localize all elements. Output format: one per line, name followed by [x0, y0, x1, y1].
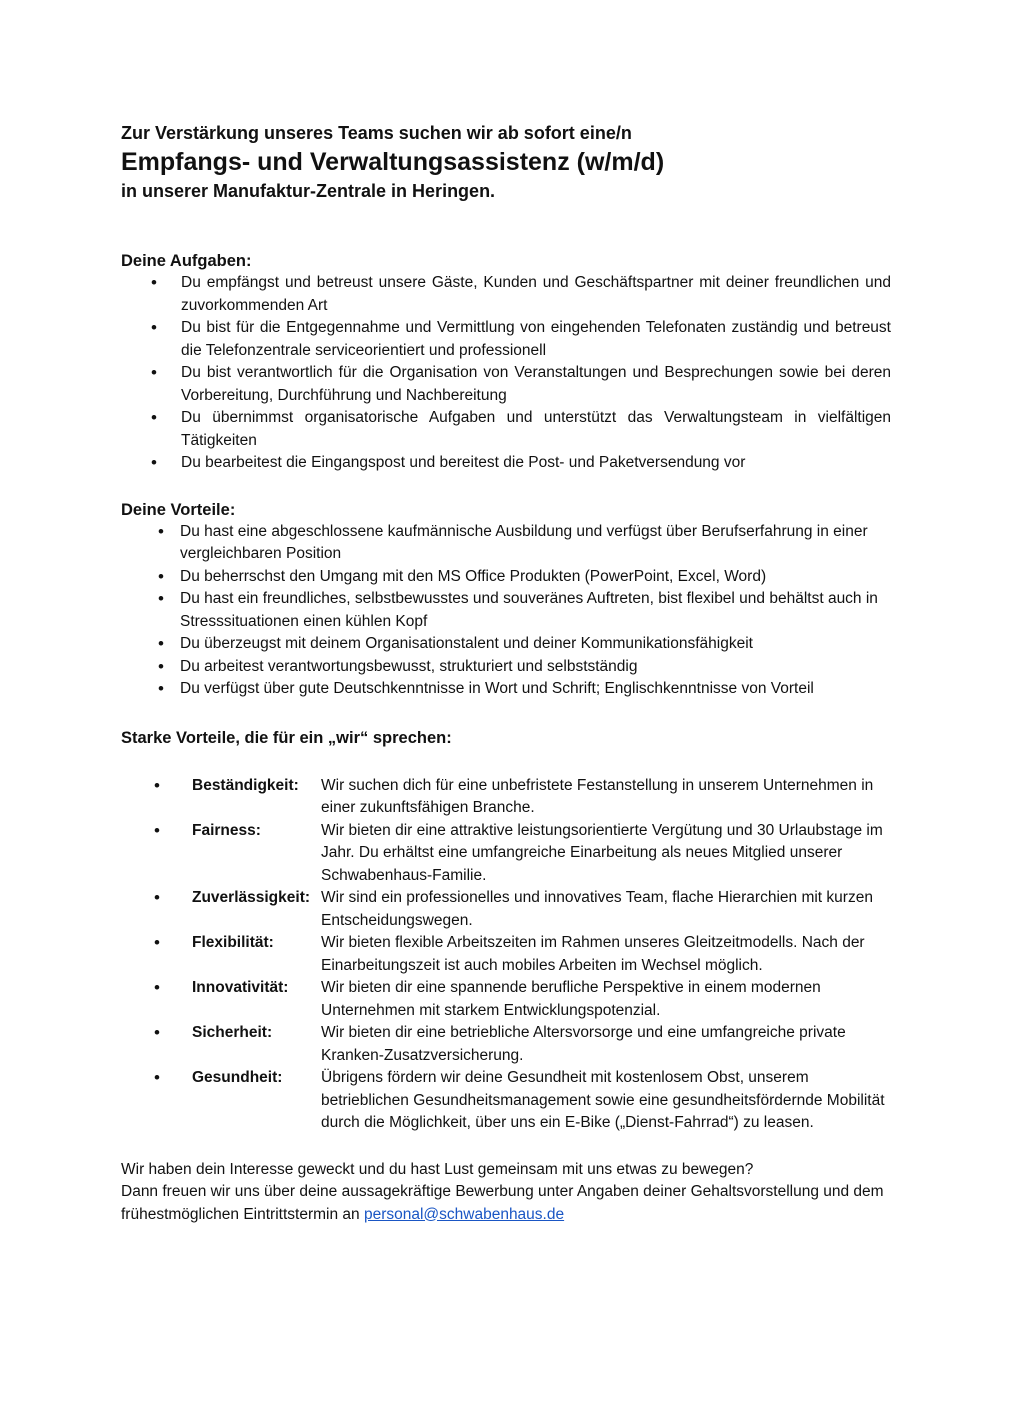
list-item: • Du bist für die Entgegennahme und Vermittlung von eingehenden Telefonaten zuständig und betreust die Telefonzentrale serviceorientiert und professionell	[121, 317, 891, 362]
closing-text: Dann freuen wir uns über deine aussagekräftige Bewerbung unter Angaben deiner Gehaltsvorstellung und dem frühestmöglichen Eintrittstermin an	[121, 1183, 884, 1223]
list-item: • Du hast eine abgeschlossene kaufmännische Ausbildung und verfügst über Berufserfahrung in einer vergleichbaren Position	[121, 521, 891, 566]
section-heading-vorteile: Deine Vorteile:	[121, 500, 236, 519]
intro-line: Zur Verstärkung unseres Teams suchen wir ab sofort eine/n	[121, 123, 632, 143]
list-item: • Du bearbeitest die Eingangspost und bereitest die Post- und Paketversendung vor	[121, 452, 891, 475]
closing-paragraph	[121, 1159, 891, 1227]
benefit-term: • Flexibilität:	[192, 934, 274, 951]
starke-vorteile-list	[121, 775, 891, 1135]
benefit-text: Wir bieten flexible Arbeitszeiten im Rahmen unseres Gleitzeitmodells. Nach der Einarbeitungszeit ist auch mobiles Arbeiten im Wechsel möglich.	[321, 934, 865, 974]
benefit-term: • Innovativität:	[192, 979, 289, 996]
aufgaben-list	[121, 272, 891, 475]
benefit-item	[121, 820, 891, 888]
list-item: • Du bist verantwortlich für die Organisation von Veranstaltungen und Besprechungen sowie bei deren Vorbereitung, Durchführung und Nachbereitung	[121, 362, 891, 407]
list-item: • Du empfängst und betreust unsere Gäste, Kunden und Geschäftspartner mit deiner freundlichen und zuvorkommenden Art	[121, 272, 891, 317]
closing-call-to-action	[121, 1181, 891, 1226]
benefit-term: • Zuverlässigkeit:	[192, 889, 311, 906]
list-item: • Du verfügst über gute Deutschkenntnisse in Wort und Schrift; Englischkenntnisse von Vorteil	[121, 678, 891, 701]
job-posting	[121, 120, 891, 1226]
benefit-text: Wir sind ein professionelles und innovatives Team, flache Hierarchien mit kurzen Entscheidungswegen.	[321, 889, 873, 929]
list-item: • Du arbeitest verantwortungsbewusst, strukturiert und selbstständig	[121, 656, 891, 679]
benefit-text: Wir bieten dir eine spannende berufliche Perspektive in einem modernen Unternehmen mit starkem Entwicklungspotenzial.	[321, 979, 821, 1019]
list-item: • Du überzeugst mit deinem Organisationstalent und deiner Kommunikationsfähigkeit	[121, 633, 891, 656]
closing-question: Wir haben dein Interesse geweckt und du hast Lust gemeinsam mit uns etwas zu bewegen?	[121, 1160, 754, 1178]
list-item: • Du hast ein freundliches, selbstbewusstes und souveränes Auftreten, bist flexibel und behältst auch in Stresssituationen einen kühlen Kopf	[121, 588, 891, 633]
list-item: • Du beherrschst den Umgang mit den MS Office Produkten (PowerPoint, Excel, Word)	[121, 566, 891, 589]
benefit-item	[121, 977, 891, 1022]
benefit-term: • Sicherheit:	[192, 1024, 273, 1041]
vorteile-list	[121, 521, 891, 701]
benefit-item	[121, 1022, 891, 1067]
email-link[interactable]: personal@schwabenhaus.de	[363, 1205, 565, 1223]
benefit-text: Übrigens fördern wir deine Gesundheit mit kostenlosem Obst, unserem betrieblichen Gesundheitsmanagement sowie eine gesundheitsfördernde Mobilität durch die Möglichkeit, über uns ein E-Bike („Dienst-Fahrrad“) zu leasen.	[321, 1069, 885, 1131]
list-item: • Du übernimmst organisatorische Aufgaben und unterstützt das Verwaltungsteam in vielfältigen Tätigkeiten	[121, 407, 891, 452]
benefit-item	[121, 932, 891, 977]
location-line: in unserer Manufaktur-Zentrale in Heringen.	[121, 181, 496, 201]
benefit-item	[121, 887, 891, 932]
benefit-term: • Fairness:	[192, 821, 261, 839]
job-title: Empfangs- und Verwaltungsassistenz (w/m/d)	[121, 148, 665, 176]
section-heading-aufgaben: Deine Aufgaben:	[121, 252, 252, 270]
benefit-term: • Gesundheit:	[192, 1069, 283, 1086]
benefit-item	[121, 775, 891, 820]
benefit-text: Wir suchen dich für eine unbefristete Festanstellung in unserem Unternehmen in einer zukunftsfähigen Branche.	[321, 776, 874, 816]
benefit-text: Wir bieten dir eine attraktive leistungsorientierte Vergütung und 30 Urlaubstage im Jahr. Du erhältst eine umfangreiche Einarbeitung als neues Mitglied unserer Schwabenhaus-Familie.	[321, 821, 883, 884]
benefit-term: • Beständigkeit:	[192, 776, 299, 794]
section-heading-starke-vorteile: Starke Vorteile, die für ein „wir“ sprechen:	[121, 728, 452, 747]
benefit-text: Wir bieten dir eine betriebliche Altersvorsorge und eine umfangreiche private Kranken-Zusatzversicherung.	[321, 1024, 846, 1064]
benefit-item	[121, 1067, 891, 1135]
